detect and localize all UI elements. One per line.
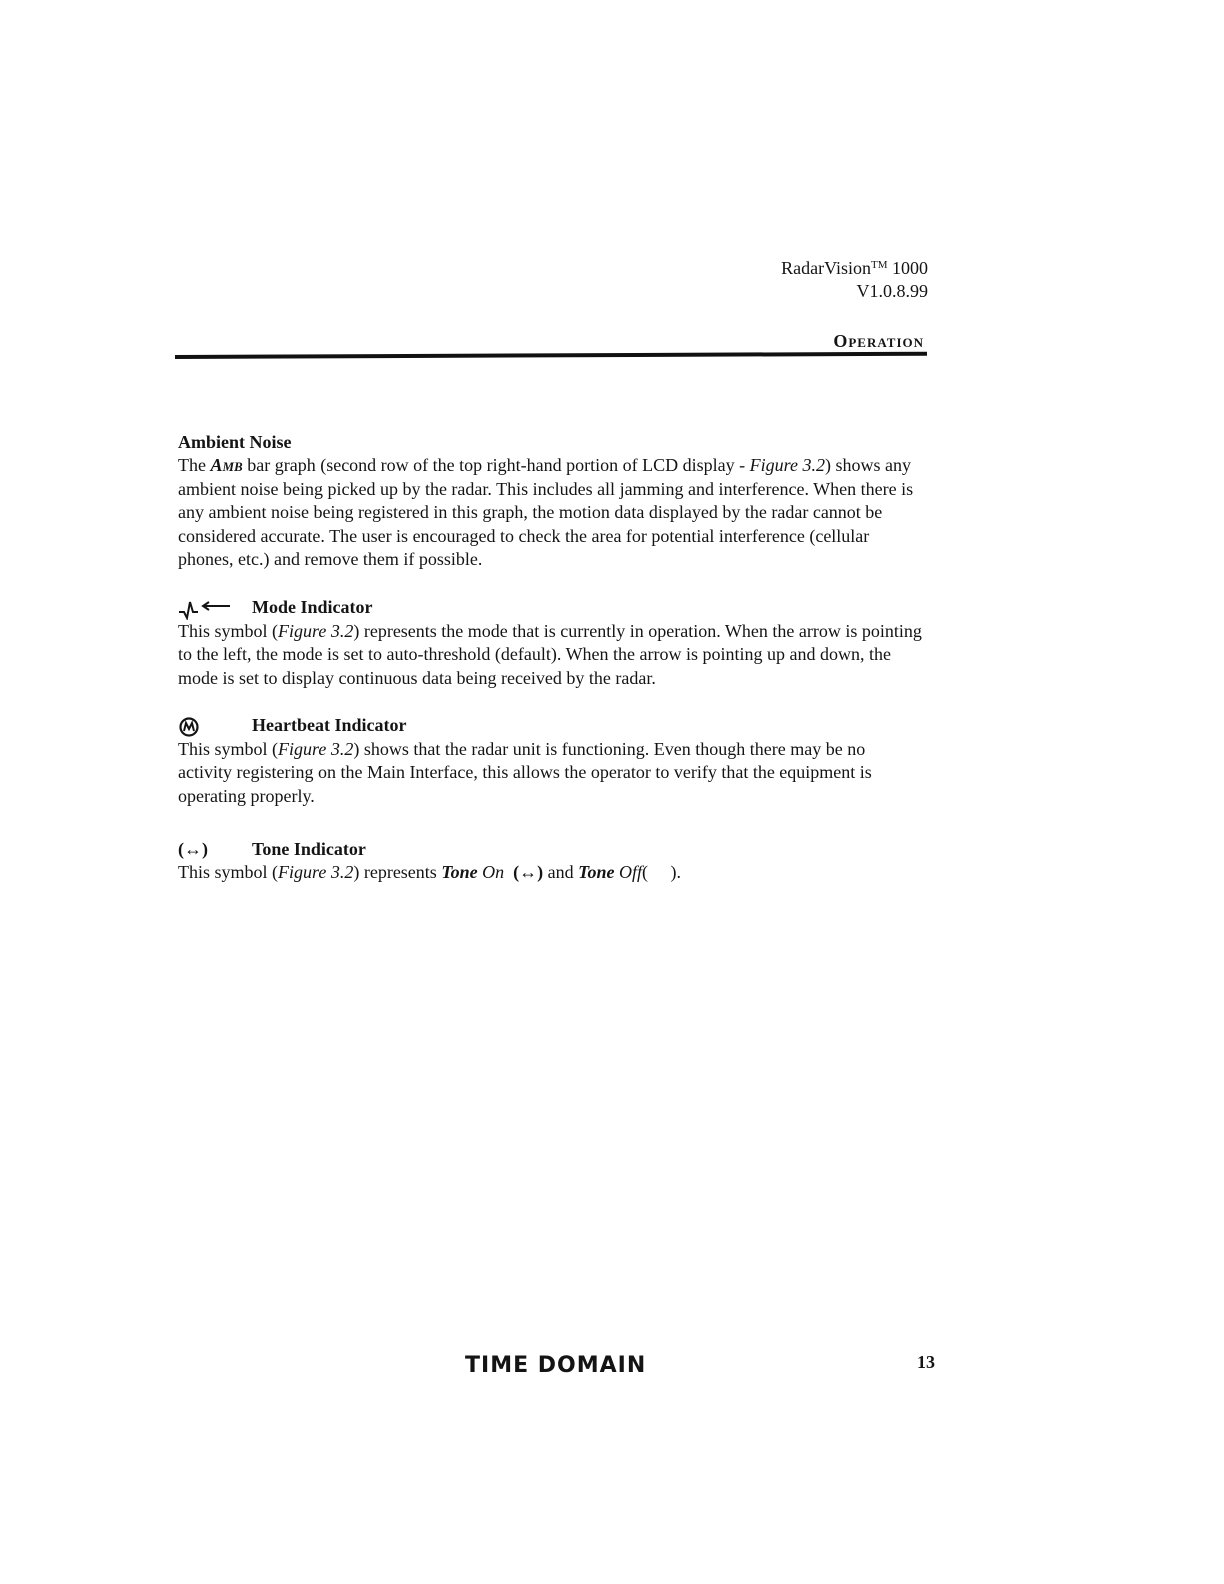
- paragraph-text: The: [178, 455, 211, 475]
- paragraph-text: bar graph (second row of the top right-hand portion of LCD display -: [242, 455, 750, 475]
- ambient-noise-section: [178, 431, 923, 572]
- figure-reference: Figure 3.2: [749, 455, 825, 475]
- paragraph-text: This symbol (: [178, 620, 279, 641]
- tone-symbol-icon: (↔): [178, 839, 208, 859]
- heartbeat-indicator-section: [178, 714, 923, 808]
- amb-label: Amb: [210, 455, 243, 475]
- tone-off-symbol: ( ).: [642, 862, 682, 882]
- tone-on-symbol: (↔): [513, 862, 544, 882]
- tone-off-label: Tone: [578, 862, 615, 882]
- heartbeat-symbol-icon: [178, 714, 252, 738]
- mode-indicator-section: [178, 596, 923, 690]
- ambient-noise-paragraph: [178, 454, 923, 572]
- heartbeat-indicator-heading-row: [178, 714, 923, 738]
- figure-reference: Figure 3.2: [278, 620, 354, 641]
- page-number: 13: [917, 1352, 935, 1372]
- product-name: RadarVision: [781, 258, 871, 278]
- tone-indicator-paragraph: [178, 861, 923, 885]
- paragraph-text: ) represents the mode that is currently in operation. When the arrow is pointing to the left, the mode is set to auto-threshold (default). When the arrow is pointing up and down, the mode is set to display continuous data being received by the radar.: [178, 620, 922, 688]
- paragraph-text: and: [543, 862, 579, 882]
- heartbeat-indicator-paragraph: [178, 738, 923, 809]
- tone-on-label-suffix: On: [477, 862, 505, 882]
- paragraph-text: ) shows that the radar unit is functioning. Even though there may be no activity registering on the Main Interface, this allows the operator to verify that the equipment is operating properly.: [178, 738, 872, 806]
- paragraph-text: ) shows any ambient noise being picked up by the radar. This includes all jamming and interference. When there is any ambient noise being registered in this graph, the motion data displayed by the radar cannot be considered accurate. The user is encouraged to check the area for potential interference (cellular phones, etc.) and remove them if possible.: [178, 455, 914, 569]
- heartbeat-indicator-heading: Heartbeat Indicator: [252, 715, 407, 736]
- paragraph-text: This symbol (: [178, 862, 279, 882]
- tone-indicator-section: [178, 838, 923, 885]
- figure-reference: Figure 3.2: [278, 862, 354, 882]
- tone-indicator-heading-row: [178, 838, 923, 861]
- tone-on-label: Tone: [441, 862, 478, 882]
- header-divider: [175, 352, 927, 359]
- paragraph-text: ) represents: [353, 862, 442, 882]
- time-domain-logo: TIME DOMAIN: [465, 1353, 647, 1378]
- figure-reference: Figure 3.2: [278, 738, 354, 759]
- ambient-noise-heading: Ambient Noise: [178, 432, 292, 452]
- mode-indicator-heading-row: [178, 596, 923, 620]
- mode-indicator-heading: Mode Indicator: [252, 597, 373, 618]
- product-model: 1000: [892, 258, 928, 278]
- tone-indicator-heading: Tone Indicator: [252, 839, 366, 859]
- trademark-symbol: TM: [871, 259, 888, 271]
- mode-symbol-icon: [178, 596, 252, 620]
- mode-indicator-paragraph: [178, 620, 923, 691]
- paragraph-text: This symbol (: [178, 738, 279, 759]
- section-title: Operation: [833, 331, 924, 351]
- product-line: [781, 254, 928, 280]
- version-number: V1.0.8.99: [856, 281, 928, 301]
- tone-off-label-suffix: Off: [614, 862, 643, 882]
- document-header: [781, 254, 928, 303]
